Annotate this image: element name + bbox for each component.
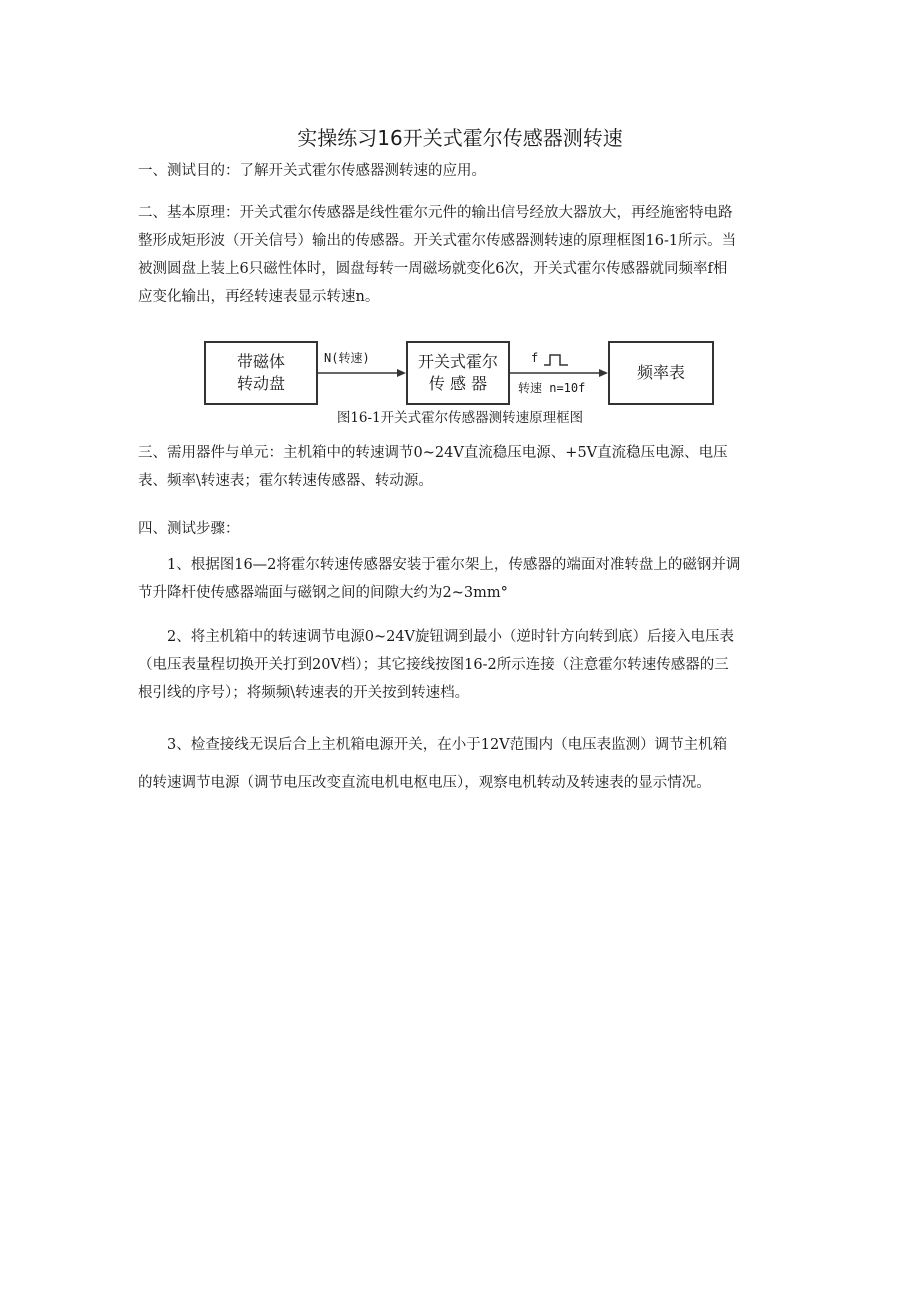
section-principle-line: 二、基本原理：开关式霍尔传感器是线性霍尔元件的输出信号经放大器放大，再经施密特电路 (138, 205, 733, 221)
step-1-line: 1、根据图16—2将霍尔转速传感器安装于霍尔架上，传感器的端面对准转盘上的磁钢并调 (167, 557, 741, 573)
section-steps-heading: 四、测试步骤： (138, 521, 240, 537)
box-magnetic-disc-label: 转动盘 (236, 374, 285, 393)
arrow-head-2 (599, 369, 608, 377)
section-components (138, 439, 788, 495)
step-2-line: （电压表量程切换开关打到20V档）；其它接线按图16-2所示连接（注意霍尔转速传感器的三 (138, 657, 729, 673)
diagram-arrows (198, 337, 718, 411)
section-purpose (138, 157, 788, 185)
section-steps (138, 515, 788, 543)
section-principle-line: 被测圆盘上装上6只磁性体时，圆盘每转一周磁场就变化6次，开关式霍尔传感器就同频率f相 (138, 261, 728, 277)
step-2 (138, 623, 788, 707)
section-principle-line: 整形成矩形波（开关信号）输出的传感器。开关式霍尔传感器测转速的原理框图16-1所示。当 (138, 233, 737, 249)
box-magnetic-disc-label: 带磁体 (236, 352, 285, 371)
section-principle-line: 应变化输出，再经转速表显示转速n。 (138, 289, 380, 305)
arrow-label-frequency: f (531, 351, 539, 365)
section-components-line: 表、频率\转速表；霍尔转速传感器、转动源。 (138, 473, 433, 489)
arrow-label-speed-formula: 转速 n=10f (518, 381, 586, 395)
page-title: 实操练习16开关式霍尔传感器测转速 (297, 126, 623, 150)
block-diagram (198, 337, 718, 411)
step-1 (138, 551, 788, 607)
step-3-line: 的转速调节电源（调节电压改变直流电机电枢电压），观察电机转动及转速表的显示情况。 (138, 775, 711, 791)
step-2-line: 2、将主机箱中的转速调节电源0~24V旋钮调到最小（逆时针方向转到底）后接入电压表 (167, 629, 735, 645)
section-principle (138, 199, 788, 311)
step-2-line: 根引线的序号）；将频频\转速表的开关按到转速档。 (138, 685, 470, 701)
section-purpose-line: 一、测试目的：了解开关式霍尔传感器测转速的应用。 (138, 163, 486, 179)
figure-caption: 图16-1开关式霍尔传感器测转速原理框图 (336, 410, 584, 426)
section-components-line: 三、需用器件与单元：主机箱中的转速调节0~24V直流稳压电源、+5V直流稳压电源、电压 (138, 445, 728, 461)
box-hall-sensor-label: 传 感 器 (428, 374, 488, 393)
step-1-line: 节升降杆使传感器端面与磁钢之间的间隙大约为2~3mm° (138, 585, 508, 601)
arrow-head-1 (397, 369, 406, 377)
square-pulse-icon (544, 355, 568, 365)
arrow-label-speed: N(转速) (324, 351, 370, 365)
step-3-line: 3、检查接线无误后合上主机箱电源开关，在小于12V范围内（电压表监测）调节主机箱 (167, 737, 728, 753)
box-frequency-meter-label: 频率表 (636, 363, 685, 382)
step-3 (138, 731, 788, 797)
box-hall-sensor-label: 开关式霍尔 (417, 352, 498, 371)
